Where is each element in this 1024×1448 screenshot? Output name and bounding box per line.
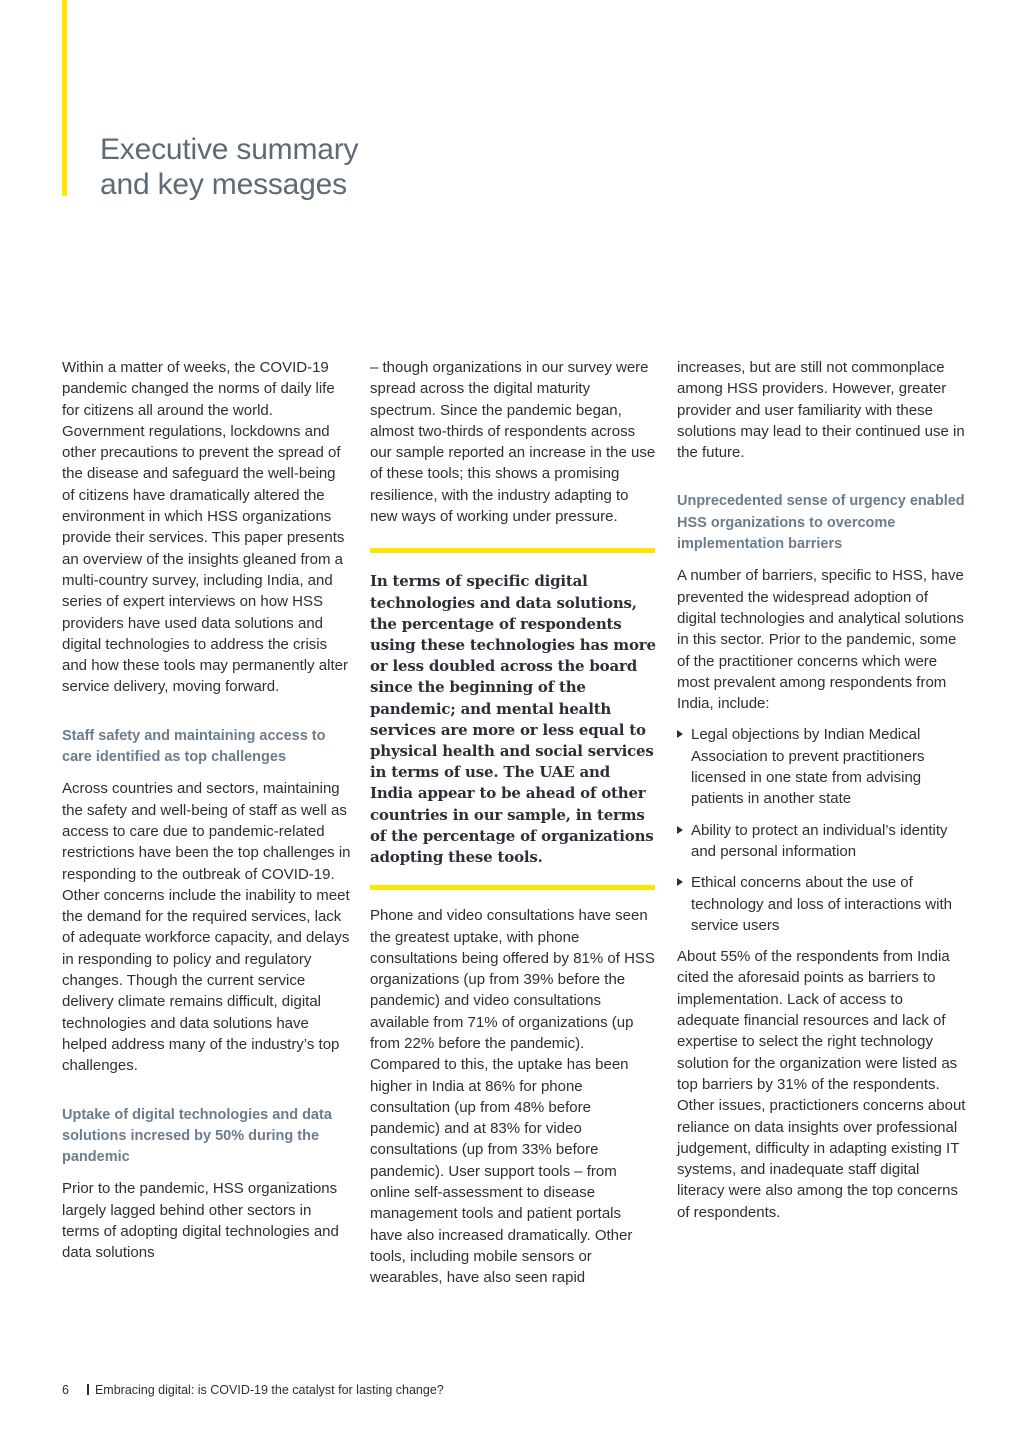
accent-bar: [62, 0, 67, 196]
triangle-bullet-icon: [677, 730, 683, 738]
list-item-text: Ability to protect an individual’s identity and personal information: [691, 821, 948, 860]
page-title-line-2: and key messages: [100, 168, 347, 201]
pull-quote: In terms of specific digital technologies and data solutions, the percentage of respondents using these technologies has more or less doubled across the board since the beginning of the pandemic; and mental health services are more or less equal to physical health and social services in terms of use. The UAE and India appear to be ahead of other countries in our sample, in terms of the percentage of organizations adopting these tools.: [370, 572, 656, 867]
subheading-staff-safety: Staff safety and maintaining access to care identified as top challenges: [62, 727, 326, 766]
consultations-paragraph: Phone and video consultations have seen the greatest uptake, with phone consultations being offered by 81% of HSS organizations (up from 39% before the pandemic) and video consultations available from 71% of organizations (up from 22% before the pandemic). Compared to this, the uptake has been higher in India at 86% for phone consultation (up from 48% before pandemic) and at 83% for video consultations (up from 33% before pandemic). User support tools – from online self-assessment to disease management tools and patient portals have also increased dramatically. Other tools, including mobile sensors or wearables, have also seen rapid: [370, 907, 655, 1287]
column-1: [62, 357, 352, 1264]
subheading-urgency: Unprecedented sense of urgency enabled HSS organizations to overcome implementation barriers: [677, 493, 965, 553]
subheading-uptake: Uptake of digital technologies and data solutions incresed by 50% during the pandemic: [62, 1106, 332, 1166]
uptake-paragraph: Prior to the pandemic, HSS organizations largely lagged behind other sectors in terms of adopting digital technologies and data solutions: [62, 1180, 339, 1262]
list-item: [677, 820, 967, 863]
footer-separator: [87, 1384, 89, 1395]
barriers-paragraph: A number of barriers, specific to HSS, have prevented the widespread adoption of digital technologies and analytical solutions in this sector. Prior to the pandemic, some of the practitioner concerns which were most prevalent among respondents from India, include:: [677, 567, 964, 713]
respondents-paragraph: About 55% of the respondents from India cited the aforesaid points as barriers to implementation. Lack of access to adequate financial resources and lack of expertise to select the right technology solution for the organization were listed as top barriers by 31% of the respondents. Other issues, practictioners concerns about reliance on data insights over professional judgement, difficulty in adapting existing IT systems, and inadequate staff digital literacy were also among the top concerns of respondents.: [677, 948, 966, 1221]
increases-paragraph: increases, but are still not commonplace among HSS providers. However, greater provider and user familiarity with these solutions may lead to their continued use in the future.: [677, 359, 965, 462]
intro-paragraph: Within a matter of weeks, the COVID-19 pandemic changed the norms of daily life for citizens all around the world. Government regulations, lockdowns and other precautions to prevent the spread of the disease and safeguard the well-being of citizens have dramatically altered the environment in which HSS organizations provide their services. This paper presents an overview of the insights gleaned from a multi-country survey, including India, and series of expert interviews on how HSS providers have used data solutions and digital technologies to address the crisis and how these tools may permanently alter service delivery, moving forward.: [62, 359, 348, 696]
list-item-text: Legal objections by Indian Medical Association to prevent practitioners licensed in one state from advising patients in another state: [691, 726, 925, 808]
page-title-line-1: Executive summary: [100, 133, 359, 166]
continuation-paragraph: – though organizations in our survey were spread across the digital maturity spectrum. Since the pandemic began, almost two-thirds of respondents across our sample reported an increase in the use of these tools; this shows a promising resilience, with the industry adapting to new ways of working under pressure.: [370, 359, 656, 526]
page-number: 6: [62, 1383, 69, 1397]
barriers-list: [677, 724, 967, 936]
triangle-bullet-icon: [677, 878, 683, 886]
challenges-paragraph: Across countries and sectors, maintaining the safety and well-being of staff as well as access to care due to pandemic-related restrictions have been the top challenges in responding to the outbreak of COVID-19. Other concerns include the inability to meet the demand for the required services, lack of adequate workforce capacity, and delays in responding to policy and regulatory changes. Though the current service delivery climate remains difficult, digital technologies and data solutions have helped address many of the industry’s top challenges.: [62, 780, 351, 1075]
page-title: [100, 132, 358, 202]
page-footer: [62, 1383, 444, 1397]
triangle-bullet-icon: [677, 826, 683, 834]
column-2: [370, 357, 656, 1289]
column-3: [677, 357, 967, 1223]
list-item: [677, 724, 967, 809]
list-item-text: Ethical concerns about the use of technology and loss of interactions with service users: [691, 874, 952, 934]
footer-document-title: Embracing digital: is COVID-19 the catalyst for lasting change?: [94, 1383, 444, 1397]
list-item: [677, 872, 967, 936]
